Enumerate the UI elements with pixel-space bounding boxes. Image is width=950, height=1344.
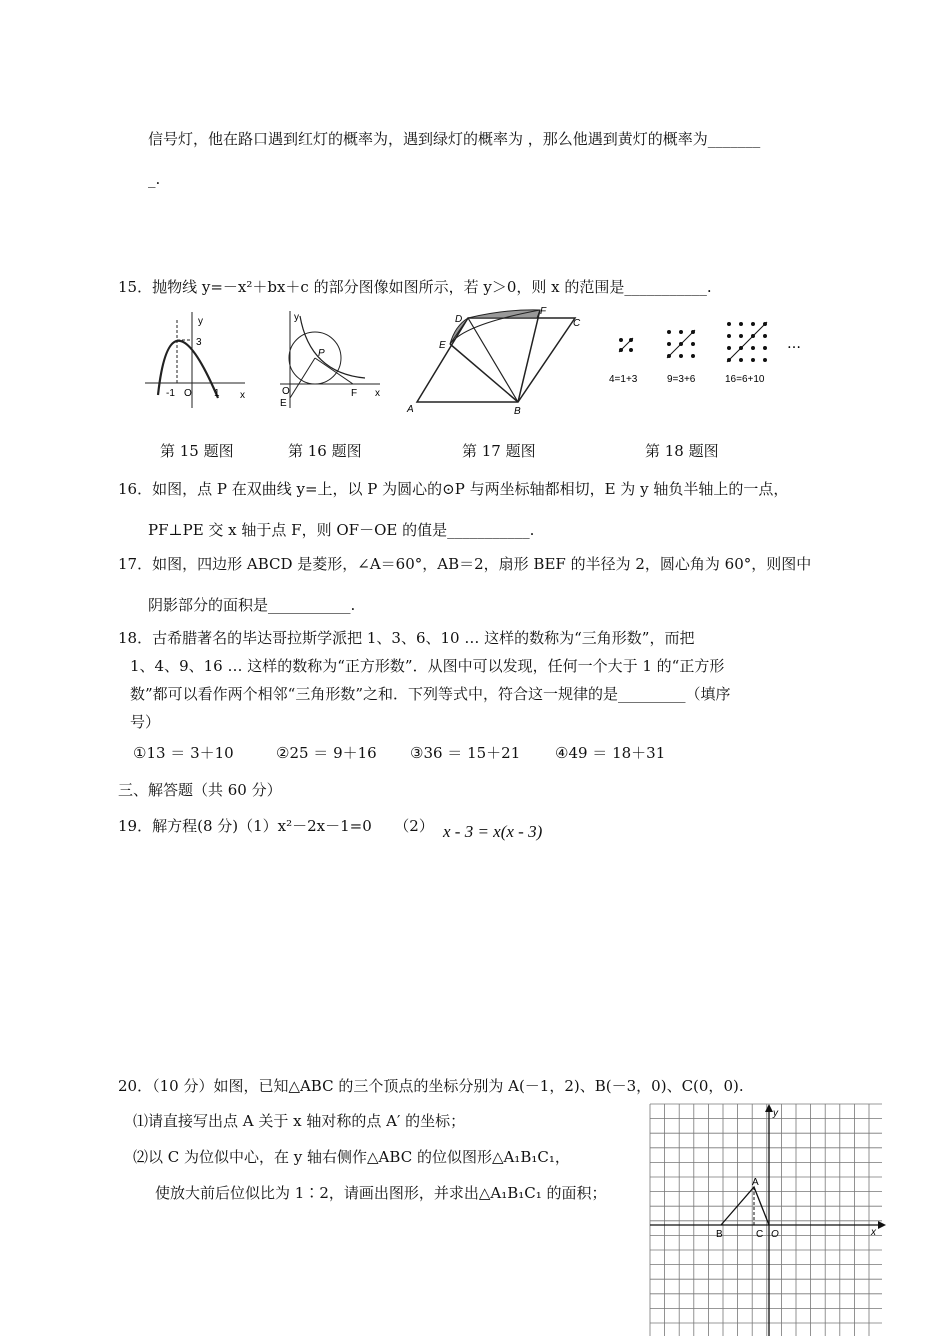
q14-line2: _.: [148, 170, 161, 188]
fig16-label-y: y: [294, 312, 299, 323]
q17-line2: 阴影部分的面积是___________.: [148, 596, 356, 614]
grid-x-arrow: [878, 1221, 886, 1229]
q17-line1: 17．如图，四边形 ABCD 是菱形，∠A＝60°，AB＝2，扇形 BEF 的半径为 2，圆心角为 60°，则图中: [118, 555, 812, 573]
grid-label-b: B: [716, 1229, 723, 1240]
q18-option-2: ②25 ＝ 9＋16: [276, 744, 377, 762]
fig17-label-b: B: [514, 406, 521, 417]
grid-lines: [650, 1104, 882, 1336]
fig16-label-p: P: [318, 348, 325, 359]
q15-text: 15．抛物线 y=－x²＋bx＋c 的部分图像如图所示，若 y＞0，则 x 的范围是___________.: [118, 278, 712, 296]
figure-20-grid: [650, 1104, 886, 1336]
figure-16: [275, 308, 385, 413]
q18-line4: 号）: [130, 713, 161, 731]
fig17-caption: 第 17 题图: [462, 442, 536, 460]
grid-label-x: x: [871, 1227, 876, 1238]
grid-label-c: C: [756, 1229, 764, 1240]
fig16-label-o: O: [282, 386, 290, 397]
fig16-hyperbola: [300, 316, 365, 378]
fig16-label-f: F: [351, 388, 358, 399]
q18-line1: 18．古希腊著名的毕达哥拉斯学派把 1、3、6、10 … 这样的数称为“三角形数”，而把: [118, 629, 695, 647]
figure-18: [605, 318, 810, 393]
fig15-label-o: O: [184, 388, 192, 399]
q16-line2: PF⊥PE 交 x 轴于点 F，则 OF－OE 的值是___________.: [148, 521, 535, 539]
fig15-label-x: x: [240, 390, 245, 401]
fig18-caption: 第 18 题图: [645, 442, 719, 460]
figure-15: [140, 310, 250, 410]
fig18-label-16: 16=6+10: [725, 374, 765, 385]
fig17-shaded-top: [468, 310, 540, 318]
q16-line1: 16．如图，点 P 在双曲线 y=上，以 P 为圆心的⊙P 与两坐标轴都相切，E 为 y 轴负半轴上的一点，: [118, 480, 789, 498]
fig15-label-1: 1: [214, 388, 220, 399]
q18-line3: 数”都可以看作两个相邻“三角形数”之和．下列等式中，符合这一规律的是_________（填序: [130, 685, 731, 703]
q18-line2: 1、4、9、16 … 这样的数称为“正方形数”．从图中可以发现，任何一个大于 1 的“正方形: [130, 657, 725, 675]
q19-text: 19．解方程(8 分)（1）x²－2x－1=0 （2）: [118, 817, 434, 835]
fig16-label-x: x: [375, 388, 380, 399]
fig17-label-d: D: [455, 314, 463, 325]
fig18-pattern-2x2: [619, 338, 633, 352]
fig15-label-y: y: [198, 316, 203, 327]
fig17-label-e: E: [439, 340, 446, 351]
grid-y-arrow: [765, 1104, 773, 1112]
grid-label-y: y: [773, 1108, 778, 1119]
q14-line1: 信号灯，他在路口遇到红灯的概率为，遇到绿灯的概率为 ，那么他遇到黄灯的概率为_______: [148, 130, 761, 148]
q18-option-3: ③36 ＝ 15＋21: [410, 744, 521, 762]
fig17-rhombus: [417, 318, 575, 402]
grid-label-o: O: [771, 1229, 779, 1240]
fig17-label-f: F: [540, 306, 547, 317]
fig17-label-c: C: [573, 318, 581, 329]
fig18-pattern-3x3: [667, 330, 695, 358]
q19-equation: x - 3 = x(x - 3): [443, 822, 543, 841]
fig18-pattern-4x4: [727, 322, 767, 362]
fig15-caption: 第 15 题图: [160, 442, 234, 460]
q20-item1: ⑴请直接写出点 A 关于 x 轴对称的点 A′ 的坐标；: [133, 1112, 466, 1130]
grid-label-a: A: [752, 1177, 759, 1188]
fig15-label-3: 3: [196, 337, 202, 348]
q20-item3: 使放大前后位似比为 1∶2，请画出图形，并求出△A₁B₁C₁ 的面积；: [155, 1184, 607, 1202]
fig18-label-9: 9=3+6: [667, 374, 696, 385]
fig16-caption: 第 16 题图: [288, 442, 362, 460]
fig17-label-a: A: [407, 404, 414, 415]
fig15-label-neg1: -1: [166, 388, 175, 399]
fig16-label-e: E: [280, 398, 287, 409]
fig18-label-4: 4=1+3: [609, 374, 638, 385]
fig18-ellipsis: …: [787, 336, 801, 352]
q18-option-1: ①13 ＝ 3＋10: [133, 744, 234, 762]
q20-item2: ⑵以 C 为位似中心，在 y 轴右侧作△ABC 的位似图形△A₁B₁C₁，: [133, 1148, 570, 1166]
q18-option-4: ④49 ＝ 18＋31: [555, 744, 666, 762]
q20-line1: 20．（10 分）如图，已知△ABC 的三个顶点的坐标分别为 A(－1，2)、B(－3，0)、C(0，0).: [118, 1077, 744, 1095]
section3-title: 三、解答题（共 60 分）: [118, 781, 282, 799]
figure-17: [405, 304, 590, 416]
